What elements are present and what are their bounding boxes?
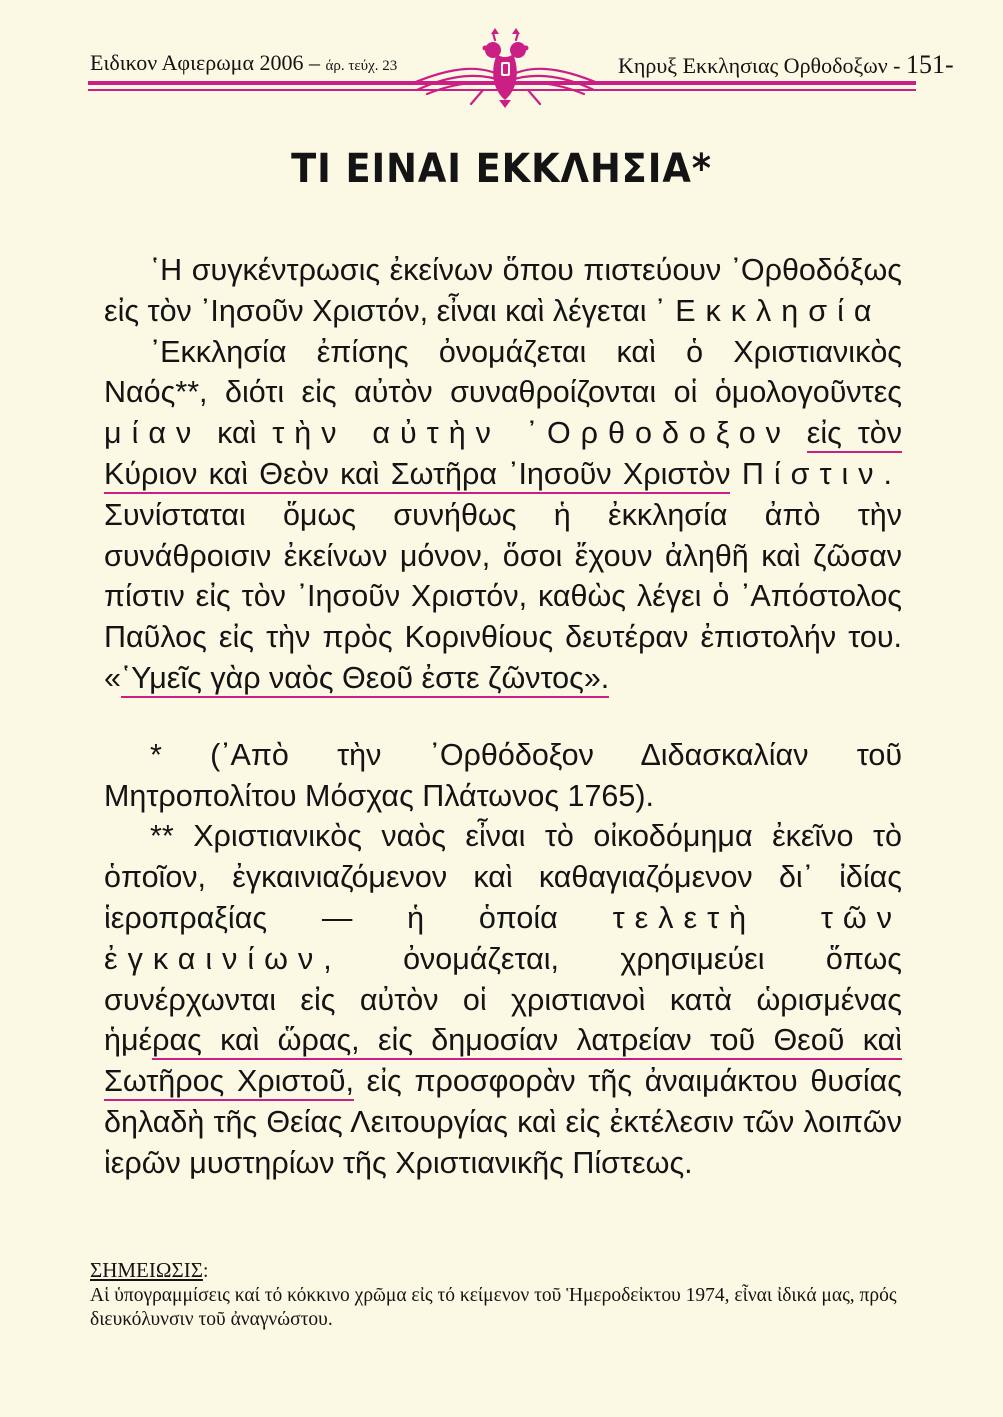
header-right (618, 50, 954, 80)
underlined-quote: ῾Υμεῖς γὰρ ναὸς Θεοῦ ἐστε ζῶντος». (121, 661, 609, 698)
spaced-phrase: τελετὴ τῶν ἐγκαινίων, (104, 900, 902, 976)
page-number: 151 (906, 50, 946, 79)
footnote-2-text-b: ὀνομάζεται, χρησιμεύει ὅπως συνέρχωνται εἰς αὐτὸν οἱ χριστιανοὶ κατὰ ὡρισμένας ἡμέ (104, 941, 902, 1058)
spaced-word: Πίστιν. (741, 456, 902, 491)
header-left-title: Ειδικον Αφιερωμα 2006 – (90, 50, 321, 75)
footnote-2-text-c: εἰς προσφορὰν τῆς ἀναιμάκτου θυσίας δηλαδὴ τῆς Θείας Λειτουργίας καὶ εἰς ἐκτέλεσιν τῶν λοιπῶν ἱερῶν μυστηρίων τῆς Χριστιανικῆς Πίστεως. (104, 1064, 902, 1180)
page-header (0, 28, 1003, 108)
underlined-phrase: ρας καὶ ὥρας, εἰς δημοσίαν λατρείαν τοῦ Θεοῦ καὶ Σωτῆρος Χριστοῦ, (104, 1023, 902, 1101)
paragraph-2 (104, 332, 902, 699)
header-issue: άρ. τεύχ. 23 (325, 58, 398, 74)
paragraph-2-text-a: ᾿Εκκλησία ἐπίσης ὀνομάζεται καὶ ὁ Χριστιανικὸς Ναός**, διότι εἰς αὐτὸν συναθροίζονται οἱ ὁμολογοῦντες (104, 334, 902, 410)
paragraph-2-text-b: καὶ (201, 416, 273, 451)
header-rule-thick (88, 81, 916, 85)
footnote-1: * (᾿Απὸ τὴν ᾿Ορθόδοξον Διδασκαλίαν τοῦ Μητροπολίτου Μόσχας Πλάτωνος 1765). (104, 737, 902, 813)
footnote-2-text-a: ** Χριστιανικὸς ναὸς εἶναι τὸ οἰκοδόμημα ἐκεῖνο τὸ ὁποῖον, ἐγκαινιαζόμενον καὶ καθαγιαζόμενον δι᾿ ἰδίας ἱεροπραξίας — ἡ ὁποία (104, 819, 902, 935)
spaced-phrase: τὴν αὐτὴν ᾿Ορθοδοξον (272, 416, 791, 451)
footnote-2 (104, 816, 902, 1183)
header-rule-thin (88, 89, 916, 91)
spaced-word: μίαν (104, 416, 202, 451)
paragraph-1 (104, 250, 902, 332)
article-title: ΤΙ ΕΙΝΑΙ ΕΚΚΛΗΣΙΑ* (291, 146, 712, 192)
article-body (104, 250, 902, 1184)
notes-colon: : (202, 1261, 209, 1282)
header-left (90, 50, 397, 76)
spaced-word: ᾿Εκκλησία (655, 293, 882, 328)
page-number-suffix: - (945, 50, 954, 79)
underlined-phrase: εἰς τὸν Κύριον καὶ Θεὸν καὶ Σωτῆρα ᾿Ιησοῦν Χριστὸν (104, 416, 902, 494)
paragraph-1-text: ῾Η συγκέντρωσις ἐκείνων ὅπου πιστεύουν ᾿Ορθοδόξως εἰς τὸν ᾿Ιησοῦν Χριστόν, εἶναι καὶ λέγεται (104, 253, 902, 328)
paragraph-2-text-c: Συνίσταται ὅμως συνήθως ἡ ἐκκλησία ἀπὸ τὴν συνάθροισιν ἐκείνων μόνον, ὅσοι ἔχουν ἀληθῆ καὶ ζῶσαν πίστιν εἰς τὸν ᾿Ιησοῦν Χριστόν, καθὼς λέγει ὁ ᾿Απόστολος Παῦλος εἰς τὴν πρὸς Κορινθίους δευτέραν ἐπιστολήν του. « (104, 497, 902, 695)
double-headed-eagle-icon (403, 28, 608, 108)
notes-heading (90, 1258, 916, 1284)
notes-title: ΣΗΜΕΙΩΣΙΣ (90, 1258, 203, 1282)
notes-section (90, 1258, 916, 1332)
notes-text: Αἱ ὑπογραμμίσεις καί τό κόκκινο χρῶμα εἰς τό κείμενον τοῦ Ἡμεροδεἰκτου 1974, εἶναι ἰδικά μας, πρός διευκόλυνσιν τοῦ ἀναγνώστου. (90, 1285, 897, 1330)
header-right-title: Κηρυξ Εκκλησιας Ορθοδοξων - (618, 53, 901, 78)
